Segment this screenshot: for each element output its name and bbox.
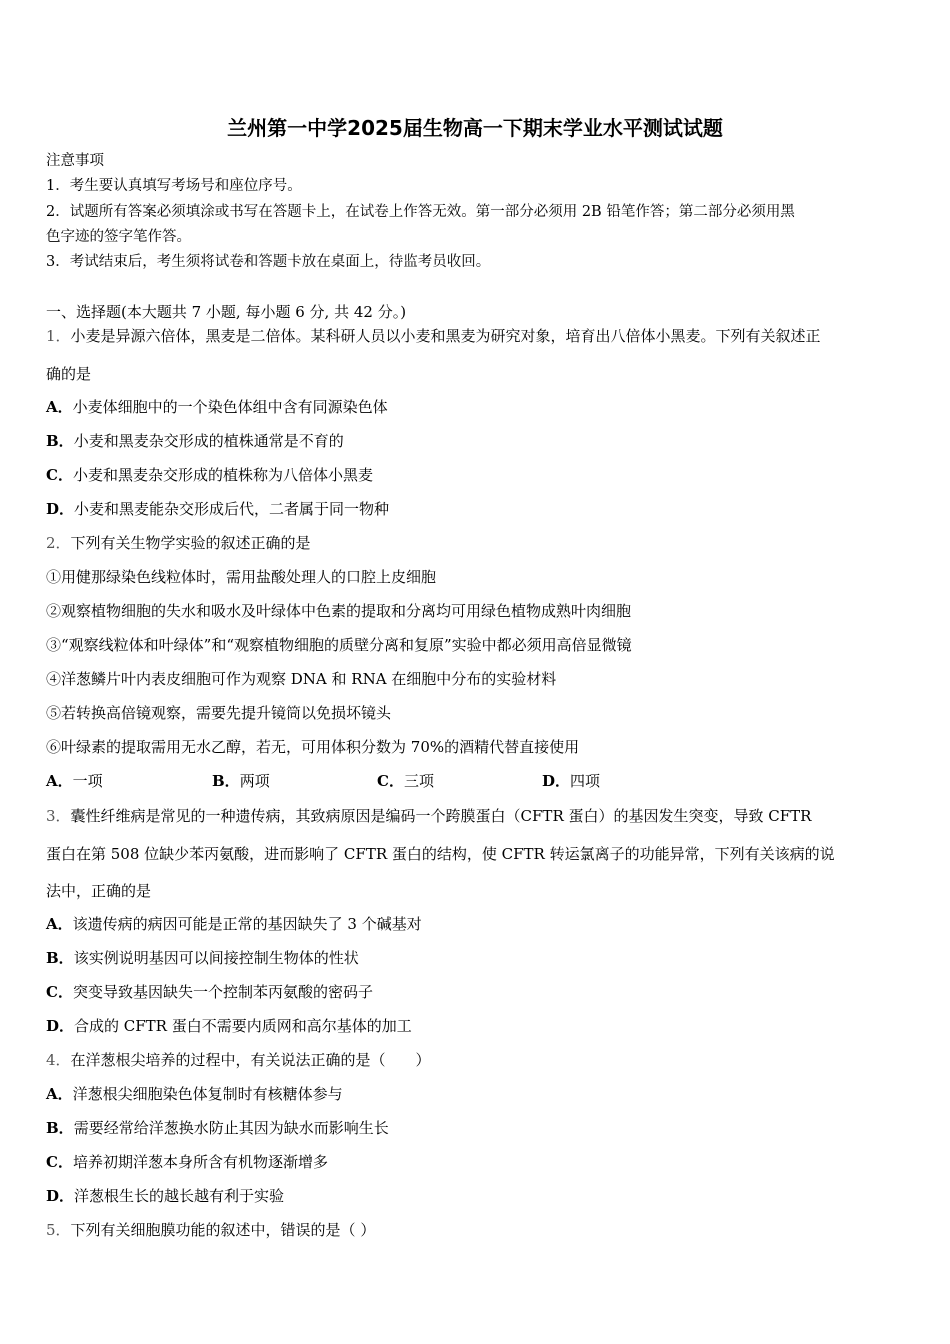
- option-letter: D．: [46, 1187, 75, 1205]
- option-text: 洋葱根生长的越长越有利于实验: [74, 1187, 285, 1205]
- option-text: 小麦和黑麦能杂交形成后代，二者属于同一物种: [74, 500, 390, 518]
- option-letter: B．: [46, 432, 74, 450]
- option-text: 小麦和黑麦杂交形成的植株称为八倍体小黑麦: [72, 466, 373, 484]
- option-text: 培养初期洋葱本身所含有机物逐渐增多: [72, 1153, 328, 1171]
- option-letter: A．: [46, 398, 73, 416]
- option-text: 三项: [403, 772, 434, 790]
- option-a: [46, 914, 422, 934]
- option-text: 该实例说明基因可以间接控制生物体的性状: [73, 949, 359, 967]
- question-1-stem-cont: 确的是: [46, 365, 92, 383]
- option-letter: A．: [46, 915, 73, 933]
- option-letter: D．: [542, 772, 571, 790]
- option-c: [46, 982, 373, 1002]
- option-letter: C．: [46, 1153, 73, 1171]
- question-number: 3．: [46, 807, 71, 825]
- question-3-stem-cont: 蛋白在第 508 位缺少苯丙氨酸，进而影响了 CFTR 蛋白的结构，使 CFTR 转运氯离子的功能异常，下列有关该病的说: [46, 845, 835, 863]
- question-number: 5．: [46, 1221, 71, 1239]
- notice-heading: 注意事项: [46, 153, 104, 169]
- option-letter: B．: [212, 772, 240, 790]
- option-c: [46, 1152, 328, 1172]
- option-letter: B．: [46, 949, 74, 967]
- option-letter: D．: [46, 500, 75, 518]
- option-text: 两项: [239, 772, 270, 790]
- option-text: 一项: [72, 772, 103, 790]
- question-4-stem: [46, 1050, 431, 1070]
- question-text: 下列有关细胞膜功能的叙述中，错误的是（ ）: [70, 1221, 376, 1239]
- option-text: 合成的 CFTR 蛋白不需要内质网和高尔基体的加工: [74, 1017, 412, 1035]
- option-text: 四项: [570, 772, 601, 790]
- option-b: [212, 770, 270, 791]
- page-title: 兰州第一中学2025届生物高一下期末学业水平测试试题: [227, 116, 723, 140]
- notice-item: 1．考生要认真填写考场号和座位序号。: [46, 178, 302, 194]
- option-text: 需要经常给洋葱换水防止其因为缺水而影响生长: [73, 1119, 389, 1137]
- question-text: 在洋葱根尖培养的过程中，有关说法正确的是（ ）: [70, 1051, 431, 1069]
- question-text: 下列有关生物学实验的叙述正确的是: [70, 534, 311, 552]
- notice-item: 2．试题所有答案必须填涂或书写在答题卡上，在试卷上作答无效。第一部分必须用 2B 铅笔作答；第二部分必须用黑: [46, 204, 795, 220]
- statement-item: ②观察植物细胞的失水和吸水及叶绿体中色素的提取和分离均可用绿色植物成熟叶肉细胞: [46, 602, 632, 620]
- option-letter: D．: [46, 1017, 75, 1035]
- question-5-stem: [46, 1220, 375, 1240]
- question-number: 1．: [46, 327, 71, 345]
- option-c: [377, 770, 434, 791]
- option-d: [542, 770, 600, 791]
- question-1-stem: [46, 326, 821, 346]
- statement-item: ④洋葱鳞片叶内表皮细胞可作为观察 DNA 和 RNA 在细胞中分布的实验材料: [46, 670, 557, 688]
- option-a: [46, 397, 388, 417]
- option-text: 小麦体细胞中的一个染色体组中含有同源染色体: [72, 398, 388, 416]
- option-b: [46, 1118, 389, 1138]
- question-2-stem: [46, 533, 311, 553]
- option-letter: A．: [46, 772, 73, 790]
- option-letter: B．: [46, 1119, 74, 1137]
- statement-item: ①用健那绿染色线粒体时，需用盐酸处理人的口腔上皮细胞: [46, 568, 437, 586]
- option-letter: C．: [377, 772, 404, 790]
- section-heading: 一、选择题(本大题共 7 小题, 每小题 6 分, 共 42 分。): [46, 303, 407, 321]
- question-2-options: [46, 770, 746, 792]
- question-3-stem: [46, 806, 811, 826]
- option-b: [46, 431, 344, 451]
- option-letter: C．: [46, 466, 73, 484]
- option-d: [46, 1016, 412, 1036]
- statement-item: ⑥叶绿素的提取需用无水乙醇，若无，可用体积分数为 70%的酒精代替直接使用: [46, 738, 580, 756]
- question-text: 囊性纤维病是常见的一种遗传病，其致病原因是编码一个跨膜蛋白（CFTR 蛋白）的基因发生突变，导致 CFTR: [70, 807, 812, 825]
- option-a: [46, 1084, 343, 1104]
- notice-item: 色字迹的签字笔作答。: [46, 229, 191, 245]
- option-c: [46, 465, 373, 485]
- notice-item: 3．考试结束后，考生须将试卷和答题卡放在桌面上，待监考员收回。: [46, 254, 491, 270]
- option-b: [46, 948, 359, 968]
- option-text: 洋葱根尖细胞染色体复制时有核糖体参与: [72, 1085, 343, 1103]
- question-number: 2．: [46, 534, 71, 552]
- option-letter: A．: [46, 1085, 73, 1103]
- statement-item: ⑤若转换高倍镜观察，需要先提升镜筒以免损坏镜头: [46, 704, 392, 722]
- option-text: 小麦和黑麦杂交形成的植株通常是不育的: [73, 432, 344, 450]
- option-a: [46, 770, 103, 791]
- option-text: 突变导致基因缺失一个控制苯丙氨酸的密码子: [72, 983, 373, 1001]
- question-3-stem-cont: 法中，正确的是: [46, 882, 152, 900]
- statement-item: ③“观察线粒体和叶绿体”和“观察植物细胞的质壁分离和复原”实验中都必须用高倍显微镜: [46, 636, 632, 654]
- question-text: 小麦是异源六倍体，黑麦是二倍体。某科研人员以小麦和黑麦为研究对象，培育出八倍体小黑麦。下列有关叙述正: [70, 327, 821, 345]
- question-number: 4．: [46, 1051, 71, 1069]
- option-text: 该遗传病的病因可能是正常的基因缺失了 3 个碱基对: [72, 915, 422, 933]
- option-d: [46, 499, 389, 519]
- option-d: [46, 1186, 284, 1206]
- option-letter: C．: [46, 983, 73, 1001]
